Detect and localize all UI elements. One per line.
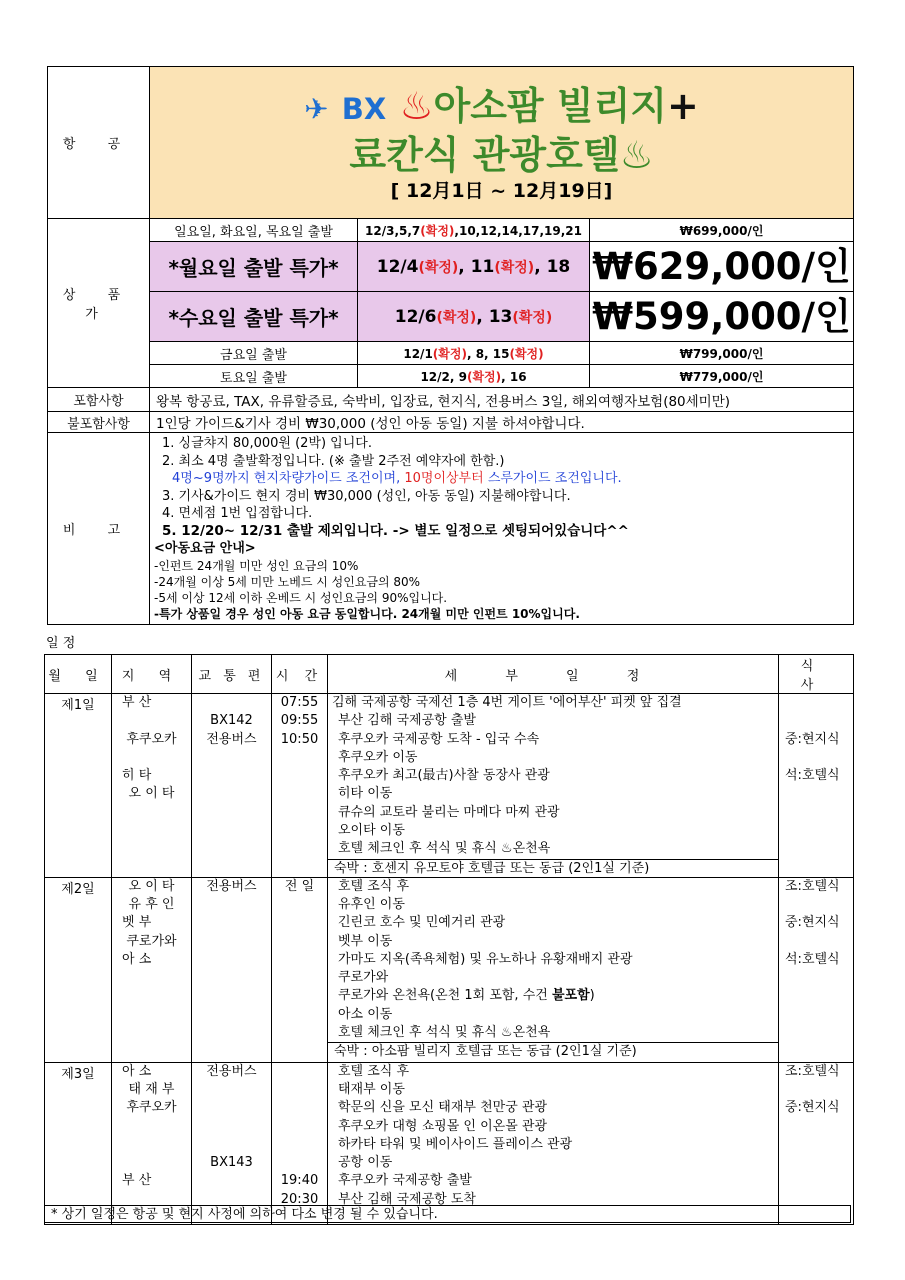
day-regions: 아 소 태 재 부 후쿠오카 부 산: [112, 1062, 192, 1224]
note-single-charge: 1. 싱글챠지 80,000원 (2박) 입니다.: [162, 436, 372, 451]
header-meal: 식 사: [779, 655, 854, 694]
day-times: 07:55 09:55 10:50: [272, 694, 328, 878]
price: ₩799,000/인: [590, 342, 854, 365]
schedule-section-label: 일 정: [46, 636, 76, 651]
price: ₩699,000/인: [590, 219, 854, 242]
day-accommodation: 숙박 : 아소팜 빌리지 호텔급 또는 동급 (2인1실 기준): [328, 1042, 778, 1060]
day-transport: 전용버스: [192, 877, 272, 1062]
itinerary-day-row: [45, 877, 854, 1062]
title-line-2: 료칸식 관광호텔♨: [349, 133, 654, 177]
day-times: 전 일: [272, 877, 328, 1062]
special-monday-label: *월요일 출발 특가*: [150, 242, 358, 292]
itinerary-table: [44, 654, 854, 1225]
itinerary-header-row: [45, 655, 854, 694]
departure-dates: 12/1(확정), 8, 15(확정): [358, 342, 590, 365]
header-transport: 교 통 편: [192, 655, 272, 694]
special-wednesday-label: *수요일 출발 특가*: [150, 292, 358, 342]
header-region: 지 역: [112, 655, 192, 694]
note-duty-free: 4. 면세점 1번 입점합니다.: [162, 506, 313, 521]
notes-content: [150, 433, 854, 625]
header-detail: 세 부 일 정: [328, 655, 779, 694]
special-wednesday-price: ₩599,000/인: [590, 292, 854, 342]
day-label: 제2일: [45, 877, 112, 1062]
special-monday-price: ₩629,000/인: [590, 242, 854, 292]
day-transport: BX142 전용버스: [192, 694, 272, 878]
child-fee-title: <아동요금 안내>: [154, 541, 256, 556]
departure-dates: 12/2, 9(확정), 16: [358, 365, 590, 388]
included-items: 왕복 항공료, TAX, 유류할증료, 숙박비, 입장료, 현지식, 전용버스 3일, 해외여행자보험(80세미만): [150, 388, 854, 412]
child-fee-nobed: -24개월 이상 5세 미만 노베드 시 성인요금의 80%: [154, 574, 421, 589]
departure-days: 토요일 출발: [150, 365, 358, 388]
note-min-group: 2. 최소 4명 출발확정입니다. (※ 출발 2주전 예약자에 한함.): [162, 453, 505, 469]
special-monday-dates: 12/4(확정), 11(확정), 18: [358, 242, 590, 292]
title-plus: +: [667, 84, 699, 128]
airplane-icon: ✈: [304, 92, 329, 126]
itinerary-footnote: * 상기 일정은 항공 및 현지 사정에 의하여 다소 변경 될 수 있습니다.: [44, 1205, 851, 1223]
day-times: 19:40 20:30: [272, 1062, 328, 1224]
day-meals: 조:호텔식 중:현지식 석:호텔식: [779, 877, 854, 1062]
excluded-label: 불포함사항: [48, 412, 150, 433]
itinerary-day-row: [45, 1062, 854, 1224]
travel-period: [ 12月1日 ~ 12月19日]: [390, 180, 613, 202]
header-date: 월 일: [45, 655, 112, 694]
day-regions: 오 이 타 유 후 인 벳 부 쿠로가와 아 소: [112, 877, 192, 1062]
note-guide-fee: 3. 기사&가이드 현지 경비 ₩30,000 (성인, 아동 동일) 지불해야합니다.: [162, 488, 571, 504]
day-transport: 전용버스 BX143: [192, 1062, 272, 1224]
child-fee-infant: -인펀트 24개월 미만 성인 요금의 10%: [154, 558, 359, 573]
title-hotel-name: 아소팜 빌리지: [433, 84, 667, 128]
day-details: 호텔 조식 후 태재부 이동 학문의 신을 모신 태재부 천만궁 관광 후쿠오카 대형 쇼핑몰 인 이온몰 관광 하카타 타워 및 베이사이드 플레이스 관광 공항 이동 후쿠오카 국제공항 출발 부산 김해 국제공항 도착: [328, 1062, 779, 1224]
notes-label: 비 고: [48, 433, 150, 625]
departure-days: 일요일, 화요일, 목요일 출발: [150, 219, 358, 242]
day-meals: 중:현지식 석:호텔식: [779, 694, 854, 878]
price: ₩779,000/인: [590, 365, 854, 388]
airline-code: BX: [341, 92, 387, 126]
departure-dates: 12/3,5,7(확정),10,12,14,17,19,21: [358, 219, 590, 242]
day-label: 제3일: [45, 1062, 112, 1224]
airline-label: 항 공: [48, 67, 150, 219]
excluded-items: 1인당 가이드&기사 경비 ₩30,000 (성인 아동 동일) 지불 하셔야합니다.: [150, 412, 854, 433]
price-label: 상 품 가: [48, 219, 150, 388]
day-accommodation: 숙박 : 호센지 유모토야 호텔급 또는 동급 (2인1실 기준): [328, 859, 778, 877]
hot-spring-icon: ♨: [619, 133, 654, 177]
day-meals: 조:호텔식 중:현지식: [779, 1062, 854, 1224]
product-summary-table: [47, 66, 854, 625]
included-label: 포함사항: [48, 388, 150, 412]
title-line-1: [150, 83, 853, 132]
day-details: 호텔 조식 후 유후인 이동 긴린코 호수 및 민예거리 관광 벳부 이동 가마도 지옥(족욕체험) 및 유노하나 유황재배지 관광 쿠로가와 쿠로가와 온천욕(온천 1회 포함, 수건 불포함) 아소 이동 호텔 체크인 후 석식 및 휴식 ♨온천욕 숙박 : 아소팜 빌리지 호텔급 또는 동급 (2인1실 기준): [328, 877, 779, 1062]
child-fee-onbed: -5세 이상 12세 이하 온베드 시 성인요금의 90%입니다.: [154, 590, 448, 605]
itinerary-day-row: [45, 694, 854, 878]
title-banner: [150, 67, 854, 219]
note-exclusion-period: 5. 12/20~ 12/31 출발 제외입니다. -> 별도 일정으로 셋팅되어있습니다^^: [162, 522, 629, 539]
child-fee-special: -특가 상품일 경우 성인 아동 요금 동일합니다. 24개월 미만 인펀트 10%입니다.: [154, 606, 580, 621]
header-time: 시 간: [272, 655, 328, 694]
hot-spring-icon: ♨: [399, 84, 434, 128]
day-regions: 부 산 후쿠오카 히 타 오 이 타: [112, 694, 192, 878]
departure-days: 금요일 출발: [150, 342, 358, 365]
special-wednesday-dates: 12/6(확정), 13(확정): [358, 292, 590, 342]
day-label: 제1일: [45, 694, 112, 878]
day-details: 김해 국제공항 국제선 1층 4번 게이트 '에어부산' 피켓 앞 집결 부산 김해 국제공항 출발 후쿠오카 국제공항 도착 - 입국 수속 후쿠오카 이동 후쿠오카 최고(最古)사찰 동장사 관광 히타 이동 큐슈의 교토라 불리는 마메다 마찌 관광 오이타 이동 호텔 체크인 후 석식 및 휴식 ♨온천욕 숙박 : 호센지 유모토야 호텔급 또는 동급 (2인1실 기준): [328, 694, 779, 878]
note-guide-condition: 4명~9명까지 현지차량가이드 조건이며, 10명이상부터 스루가이드 조건입니다.: [172, 471, 622, 486]
